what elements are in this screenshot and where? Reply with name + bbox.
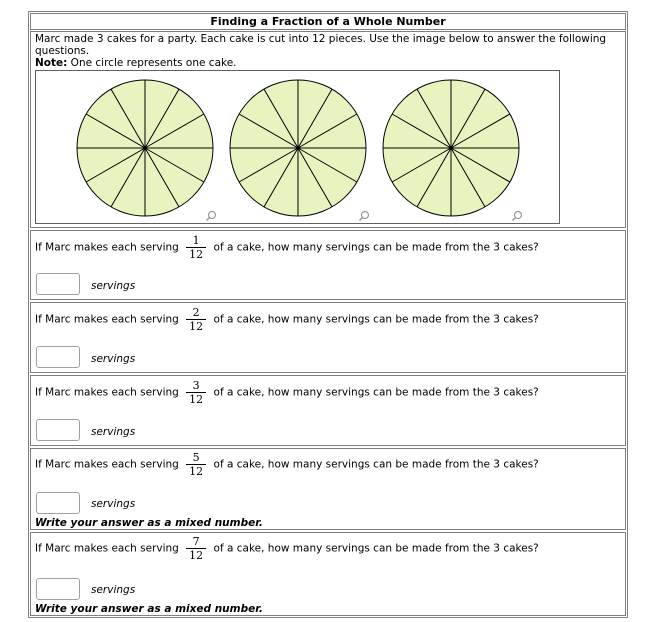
- fraction: [186, 306, 206, 333]
- fraction-numerator: 1: [186, 234, 206, 248]
- zoom-icon[interactable]: [513, 212, 522, 221]
- question-text: [35, 379, 539, 406]
- question-text: [35, 535, 539, 562]
- unit-label: servings: [91, 426, 136, 438]
- question-prefix: If Marc makes each serving: [35, 386, 179, 399]
- fraction-numerator: 5: [186, 451, 206, 465]
- fraction: [186, 234, 206, 261]
- fraction-denominator: 12: [189, 549, 204, 562]
- question-prefix: If Marc makes each serving: [35, 542, 179, 555]
- unit-label: servings: [91, 498, 136, 510]
- fraction-denominator: 12: [189, 465, 204, 478]
- answer-input-3[interactable]: [36, 419, 80, 441]
- fraction: [186, 379, 206, 406]
- cakes-image: [35, 70, 560, 224]
- fraction: [186, 535, 206, 562]
- question-suffix: of a cake, how many servings can be made from the 3 cakes?: [213, 386, 539, 399]
- fraction-denominator: 12: [189, 393, 204, 406]
- question-5: [30, 532, 626, 616]
- question-suffix: of a cake, how many servings can be made from the 3 cakes?: [213, 313, 539, 326]
- unit-label: servings: [91, 280, 136, 292]
- note-label: Note:: [35, 57, 68, 69]
- zoom-icon[interactable]: [360, 212, 369, 221]
- question-suffix: of a cake, how many servings can be made from the 3 cakes?: [213, 458, 539, 471]
- answer-input-2[interactable]: [36, 346, 80, 368]
- fraction-numerator: 3: [186, 379, 206, 393]
- question-prefix: If Marc makes each serving: [35, 313, 179, 326]
- mixed-number-note: Write your answer as a mixed number.: [35, 517, 263, 529]
- note-text: One circle represents one cake.: [67, 57, 237, 69]
- unit-label: servings: [91, 584, 136, 596]
- question-text: [35, 451, 539, 478]
- fraction-denominator: 12: [189, 320, 204, 333]
- answer-input-4[interactable]: [36, 492, 80, 514]
- cake-circle: [383, 80, 519, 216]
- answer-input-5[interactable]: [36, 578, 80, 600]
- fraction-numerator: 2: [186, 306, 206, 320]
- cake-circle: [77, 80, 213, 216]
- question-text: [35, 306, 539, 333]
- question-2: [30, 302, 626, 373]
- cakes-svg: [36, 71, 559, 223]
- question-4: [30, 448, 626, 530]
- intro-line: Marc made 3 cakes for a party. Each cake is cut into 12 pieces. Use the image below to answer the following questions.: [35, 33, 607, 57]
- question-text: [35, 234, 539, 261]
- question-suffix: of a cake, how many servings can be made from the 3 cakes?: [213, 241, 539, 254]
- question-prefix: If Marc makes each serving: [35, 241, 179, 254]
- zoom-icon[interactable]: [207, 212, 216, 221]
- intro-section: [30, 31, 626, 228]
- unit-label: servings: [91, 353, 136, 365]
- question-3: [30, 375, 626, 446]
- answer-input-1[interactable]: [36, 273, 80, 295]
- question-prefix: If Marc makes each serving: [35, 458, 179, 471]
- mixed-number-note: Write your answer as a mixed number.: [35, 603, 263, 615]
- page-title: Finding a Fraction of a Whole Number: [30, 13, 626, 30]
- question-suffix: of a cake, how many servings can be made from the 3 cakes?: [213, 542, 539, 555]
- question-1: [30, 230, 626, 300]
- intro-text: [35, 33, 625, 69]
- cake-circle: [230, 80, 366, 216]
- fraction: [186, 451, 206, 478]
- fraction-denominator: 12: [189, 248, 204, 261]
- fraction-numerator: 7: [186, 535, 206, 549]
